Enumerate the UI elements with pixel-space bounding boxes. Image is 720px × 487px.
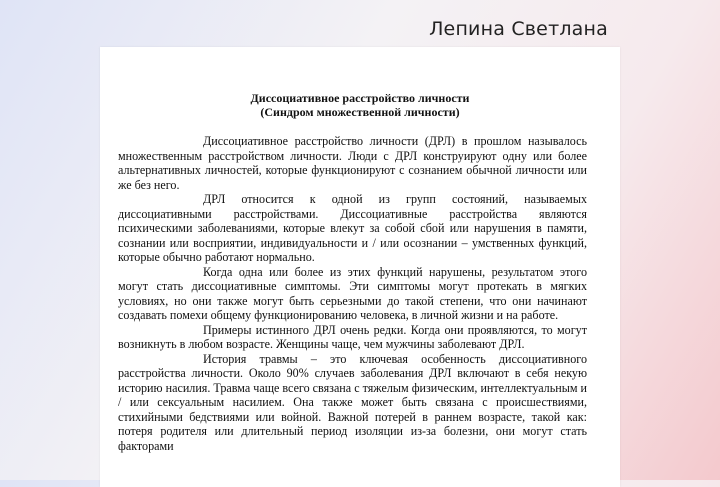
document-title-line-2: (Синдром множественной личности) bbox=[260, 105, 460, 119]
paragraph-4: Примеры истинного ДРЛ очень редки. Когда они проявляются, то могут возникнуть в любом возрасте. Женщины чаще, чем мужчины заболевают ДРЛ. bbox=[118, 322, 587, 351]
document-title bbox=[100, 91, 620, 119]
slide-author: Лепина Светлана bbox=[429, 18, 608, 40]
document-page bbox=[100, 47, 620, 487]
paragraph-5: История травмы – это ключевая особенность диссоциативного расстройства личности. Около 90% случаев заболевания ДРЛ включают в себя некую историю насилия. Травма чаще всего связана с тяжелым физическим, интеллектуальным и / или сексуальным насилием. Она также может быть связана с происшествиями, стихийными бедствиями или войной. Важной потерей в раннем возрасте, такой как: потеря родителя или длительный период изоляции из-за болезни, они могут стать факторами bbox=[118, 351, 587, 453]
document-title-line-1: Диссоциативное расстройство личности bbox=[250, 91, 470, 105]
document-body bbox=[118, 134, 587, 453]
paragraph-2: ДРЛ относится к одной из групп состояний, называемых диссоциативными расстройствами. Диссоциативные расстройства являются психическими заболеваниями, которые влекут за собой сбой или нарушения в памяти, сознании или восприятии, индивидуальности и / или осознании – умственных функций, которые обычно работают нормально. bbox=[118, 192, 587, 264]
paragraph-1: Диссоциативное расстройство личности (ДРЛ) в прошлом называлось множественным расстройством личности. Люди с ДРЛ конструируют одну или более альтернативных личностей, которые функционируют с сознанием обычной личности или же без него. bbox=[118, 134, 587, 192]
paragraph-3: Когда одна или более из этих функций нарушены, результатом этого могут стать диссоциативные симптомы. Эти симптомы могут протекать в мягких условиях, но они также могут быть серьезными до такой степени, что они начинают создавать помехи общему функционированию человека, в личной жизни и на работе. bbox=[118, 264, 587, 322]
